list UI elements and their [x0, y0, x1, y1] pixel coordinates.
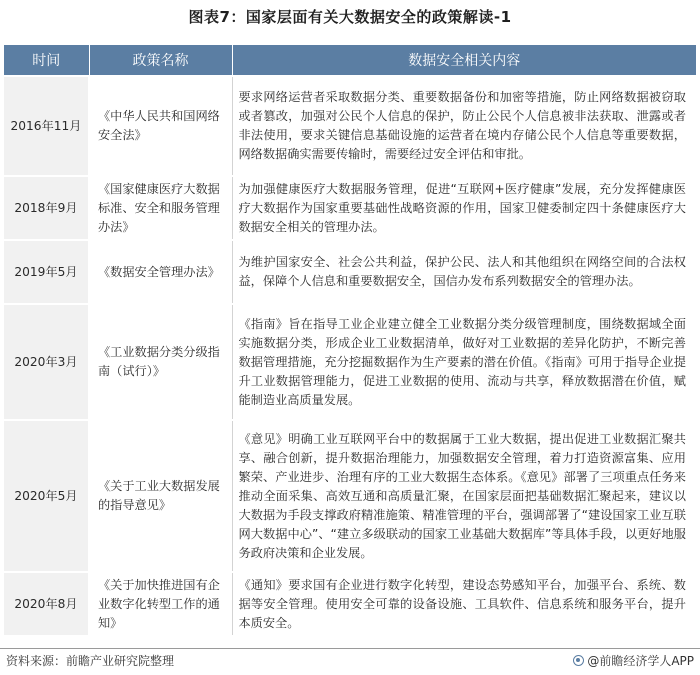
chart-title: 图表7：国家层面有关大数据安全的政策解读-1: [188, 8, 512, 26]
row-policy-name: 《关于工业大数据发展的指导意见》: [89, 420, 232, 572]
table-row: [4, 420, 696, 572]
row-date: 2020年8月: [4, 572, 89, 636]
brand-logo-icon: [573, 655, 584, 666]
table-row: [4, 304, 696, 420]
row-policy-name: 《国家健康医疗大数据标准、安全和服务管理办法》: [89, 176, 232, 240]
row-date: 2016年11月: [4, 76, 89, 176]
footer: [0, 648, 700, 675]
row-content: 《指南》旨在指导工业企业建立健全工业数据分类分级管理制度，围绕数据域全面实施数据分类，形成企业工业数据清单，做好对工业数据的差异化防护，不断完善数据管理措施，充分挖掘数据作为生产要素的潜在价值。《指南》可用于指导企业提升工业数据管理能力，促进工业数据的使用、流动与共享，释放数据潜在价值，赋能制造业高质量发展。: [232, 304, 696, 420]
row-content: 《意见》明确工业互联网平台中的数据属于工业大数据，提出促进工业数据汇聚共享、融合创新，提升数据治理能力，加强数据安全管理，着力打造资源富集、应用繁荣、产业进步、治理有序的工业大数据生态体系。《意见》部署了三项重点任务来推动全面采集、高效互通和高质量汇聚，在国家层面把基础数据汇聚起来，建议以大数据为手段支撑政府精准施策、精准管理的平台，强调部署了“建设国家工业互联网大数据中心”、“建立多级联动的国家工业基础大数据库”等具体手段，以更好地服务政府决策和企业发展。: [232, 420, 696, 572]
row-content: 要求网络运营者采取数据分类、重要数据备份和加密等措施，防止网络数据被窃取或者篡改，加强对公民个人信息的保护，防止公民个人信息被非法获取、泄露或者非法使用，要求关键信息基础设施的运营者在境内存储公民个人信息等重要数据，网络数据确实需要传输时，需要经过安全评估和审批。: [232, 76, 696, 176]
header-content: 数据安全相关内容: [232, 45, 696, 76]
header-time: 时间: [4, 45, 89, 76]
row-policy-name: 《关于加快推进国有企业数字化转型工作的通知》: [89, 572, 232, 636]
header-policy: 政策名称: [89, 45, 232, 76]
row-content: 为加强健康医疗大数据服务管理，促进“互联网+医疗健康”发展，充分发挥健康医疗大数据作为国家重要基础性战略资源的作用，国家卫健委制定四十条健康医疗大数据安全相关的管理办法。: [232, 176, 696, 240]
row-content: 《通知》要求国有企业进行数字化转型，建设态势感知平台，加强平台、系统、数据等安全管理。使用安全可靠的设备设施、工具软件、信息系统和服务平台，提升本质安全。: [232, 572, 696, 636]
row-content: 为维护国家安全、社会公共利益，保护公民、法人和其他组织在网络空间的合法权益，保障个人信息和重要数据安全，国信办发布系列数据安全的管理办法。: [232, 240, 696, 304]
table-row: [4, 176, 696, 240]
table-row: [4, 76, 696, 176]
row-policy-name: 《数据安全管理办法》: [89, 240, 232, 304]
row-date: 2020年3月: [4, 304, 89, 420]
policy-table: [4, 45, 696, 637]
brand-text: @前瞻经济学人APP: [587, 654, 694, 668]
row-date: 2020年5月: [4, 420, 89, 572]
table-row: [4, 572, 696, 636]
table-row: [4, 240, 696, 304]
source-note: 资料来源：前瞻产业研究院整理: [6, 654, 175, 668]
row-policy-name: 《工业数据分类分级指南（试行）》: [89, 304, 232, 420]
row-date: 2018年9月: [4, 176, 89, 240]
row-date: 2019年5月: [4, 240, 89, 304]
brand-credit: [573, 652, 694, 669]
table-header-row: [4, 45, 696, 76]
row-policy-name: 《中华人民共和国网络安全法》: [89, 76, 232, 176]
